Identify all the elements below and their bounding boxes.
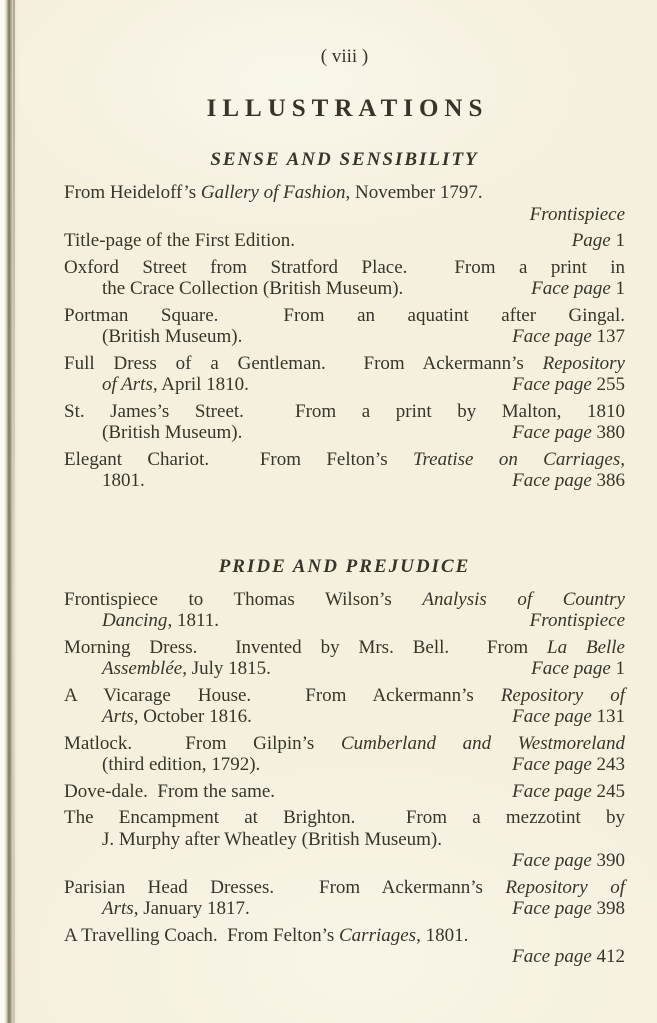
entry-text — [102, 610, 219, 632]
text-run: Portman Square. From an aquatint after Gingal. — [64, 304, 625, 326]
entry-line — [64, 733, 625, 755]
illustration-entry — [64, 305, 625, 348]
text-run: 386 — [591, 470, 625, 491]
entry-line — [64, 658, 625, 680]
entry-line — [64, 925, 625, 947]
page-number: ( viii ) — [320, 46, 369, 67]
entry-text — [64, 807, 625, 828]
section-pride-and-prejudice — [64, 555, 625, 968]
section-entries — [64, 182, 625, 492]
entry-line — [64, 278, 625, 300]
text-run: La Belle — [547, 636, 625, 658]
text-run: 137 — [591, 326, 625, 347]
entry-text — [64, 401, 625, 422]
entry-text — [102, 326, 242, 348]
illustration-entry — [64, 182, 625, 225]
text-run: of Arts — [102, 374, 153, 395]
section-heading: PRIDE AND PREJUDICE — [218, 555, 471, 577]
text-run: A Travelling Coach. From Felton’s — [64, 924, 339, 946]
entry-line — [64, 353, 625, 375]
illustration-entry — [64, 685, 625, 728]
illustration-entry — [64, 257, 625, 300]
text-run: Frontispiece — [529, 610, 625, 631]
page-title: ILLUSTRATIONS — [206, 95, 489, 122]
entry-text — [102, 422, 242, 444]
text-run: Dove-dale. From the same. — [64, 780, 276, 802]
page-ref — [530, 610, 625, 632]
page-ref — [531, 278, 625, 300]
text-run: Full Dress of a Gentleman. From Ackermann’s — [64, 352, 543, 374]
entry-text — [102, 754, 260, 776]
text-run: 398 — [591, 898, 625, 919]
text-run: Frontispiece to Thomas Wilson’s — [64, 588, 423, 610]
text-run: , 1801. — [416, 924, 469, 946]
text-run: , November 1797. — [345, 182, 483, 203]
entry-text — [102, 470, 145, 492]
section-sense-and-sensibility — [64, 148, 625, 492]
text-run: 1 — [610, 278, 625, 299]
text-run: Face page — [512, 422, 592, 443]
entry-line — [64, 637, 625, 659]
entry-line — [64, 850, 625, 872]
text-run: Oxford Street from Stratford Place. From a print in — [64, 256, 625, 278]
text-run: Repository of — [505, 876, 625, 898]
text-run: Treatise on Carriages — [412, 448, 621, 470]
entry-line — [64, 257, 625, 279]
entry-text — [102, 658, 271, 680]
entry-line — [64, 401, 625, 423]
text-run: From Heideloff’s — [64, 182, 201, 203]
page-ref — [512, 781, 625, 803]
text-run: 390 — [591, 850, 625, 871]
text-run: Repository — [542, 352, 625, 374]
text-run: 131 — [591, 706, 625, 727]
text-run: Face page — [512, 374, 592, 395]
entry-line — [64, 781, 625, 803]
text-run: Title-page of the First Edition. — [64, 230, 295, 251]
illustration-entry — [64, 230, 625, 252]
text-run: 243 — [591, 754, 625, 775]
text-run: 1 — [610, 658, 625, 679]
text-run: (British Museum). — [102, 422, 243, 443]
entry-line — [64, 204, 625, 226]
text-run: 1 — [610, 230, 625, 251]
text-run: J. Murphy after Wheatley (British Museum). — [102, 828, 442, 850]
page-ref — [512, 470, 625, 492]
illustration-entry — [64, 449, 625, 492]
text-run: the Crace Collection (British Museum). — [102, 278, 404, 299]
illustration-entry — [64, 925, 625, 968]
entry-line — [64, 305, 625, 327]
text-run: , — [620, 448, 625, 470]
text-run: Face page — [512, 850, 592, 871]
entry-text — [64, 305, 625, 326]
page-ref — [530, 204, 625, 225]
entry-line — [64, 706, 625, 728]
entry-text — [102, 829, 442, 850]
text-run: Elegant Chariot. From Felton’s — [64, 448, 413, 470]
text-run: Arts — [102, 706, 134, 727]
entry-line — [64, 374, 625, 396]
entry-text — [64, 925, 468, 946]
page-ref — [512, 326, 625, 348]
entry-line — [64, 422, 625, 444]
text-run: Face page — [512, 326, 592, 347]
text-run: Face page — [512, 946, 592, 967]
text-run: Face page — [512, 898, 592, 919]
text-run: , July 1815. — [182, 658, 271, 679]
text-run: Repository of — [500, 684, 625, 706]
entry-text — [64, 449, 625, 470]
text-run: Parisian Head Dresses. From Ackermann’s — [64, 876, 506, 898]
text-run: 380 — [591, 422, 625, 443]
entry-text — [64, 230, 295, 252]
text-run: Assemblée — [102, 658, 183, 679]
text-run: , 1811. — [167, 610, 219, 631]
text-run: Face page — [512, 470, 592, 491]
entry-line — [64, 829, 625, 851]
illustration-entry — [64, 807, 625, 872]
entry-text — [102, 898, 250, 920]
text-run: 245 — [591, 780, 625, 802]
text-run: Frontispiece — [529, 203, 625, 225]
section-entries — [64, 589, 625, 968]
text-run: Face page — [512, 780, 592, 802]
entry-line — [64, 470, 625, 492]
text-run: Gallery of Fashion — [200, 182, 346, 203]
page-ref — [572, 230, 625, 252]
illustration-entry — [64, 781, 625, 803]
text-run: Cumberland and Westmoreland — [340, 732, 625, 754]
illustration-entry — [64, 733, 625, 776]
illustration-entry — [64, 401, 625, 444]
page-ref — [512, 422, 625, 444]
entry-line — [64, 326, 625, 348]
entry-text — [64, 877, 625, 898]
illustration-entry — [64, 877, 625, 920]
section-heading: SENSE AND SENSIBILITY — [210, 149, 479, 170]
text-run: Arts — [102, 898, 134, 919]
text-run: St. James’s Street. From a print by Malton, 1810 — [64, 400, 625, 422]
text-run: Matlock. From Gilpin’s — [64, 732, 341, 754]
entry-line — [64, 685, 625, 707]
entry-text — [64, 353, 625, 374]
page-ref — [512, 706, 625, 728]
text-run: 255 — [591, 374, 625, 395]
text-run: , April 1810. — [152, 374, 249, 395]
text-run: Dancing — [102, 610, 168, 631]
text-run: Analysis of Country — [422, 588, 625, 610]
entry-text — [64, 589, 625, 610]
entry-text — [64, 182, 483, 203]
page-ref — [531, 658, 625, 680]
text-run: A Vicarage House. From Ackermann’s — [64, 684, 501, 706]
text-run: (British Museum). — [102, 326, 243, 347]
entry-text — [64, 781, 275, 803]
text-run: (third edition, 1792). — [102, 754, 261, 775]
page-ref — [512, 898, 625, 920]
text-run: , January 1817. — [133, 898, 250, 919]
entry-line — [64, 589, 625, 611]
entry-line — [64, 182, 625, 204]
entry-line — [64, 877, 625, 899]
text-run: Face page — [512, 754, 592, 775]
entry-text — [102, 374, 249, 396]
text-run: Morning Dress. Invented by Mrs. Bell. From — [64, 636, 547, 658]
page-ref — [512, 374, 625, 396]
page-ref — [512, 754, 625, 776]
text-run: Page — [571, 230, 611, 251]
text-run: Face page — [531, 278, 611, 299]
page-ref — [512, 946, 625, 967]
entry-text — [64, 257, 625, 278]
entry-line — [64, 807, 625, 829]
entry-text — [64, 637, 625, 658]
text-run: Face page — [531, 658, 611, 679]
text-run: 1801. — [102, 470, 145, 491]
entry-line — [64, 610, 625, 632]
text-run: The Encampment at Brighton. From a mezzotint by — [64, 807, 625, 828]
text-run: , October 1816. — [133, 706, 252, 727]
illustration-entry — [64, 353, 625, 396]
entry-line — [64, 449, 625, 471]
text-run: 412 — [591, 946, 625, 967]
illustration-entry — [64, 637, 625, 680]
entry-text — [102, 278, 403, 300]
text-run: Carriages — [339, 924, 417, 946]
entry-line — [64, 754, 625, 776]
entry-line — [64, 946, 625, 968]
text-run: Face page — [512, 706, 592, 727]
illustration-entry — [64, 589, 625, 632]
entry-text — [102, 706, 252, 728]
illustrations-list — [64, 148, 625, 968]
entry-text — [64, 733, 625, 754]
entry-line — [64, 898, 625, 920]
page-ref — [512, 850, 625, 871]
entry-text — [64, 685, 625, 706]
entry-line — [64, 230, 625, 252]
